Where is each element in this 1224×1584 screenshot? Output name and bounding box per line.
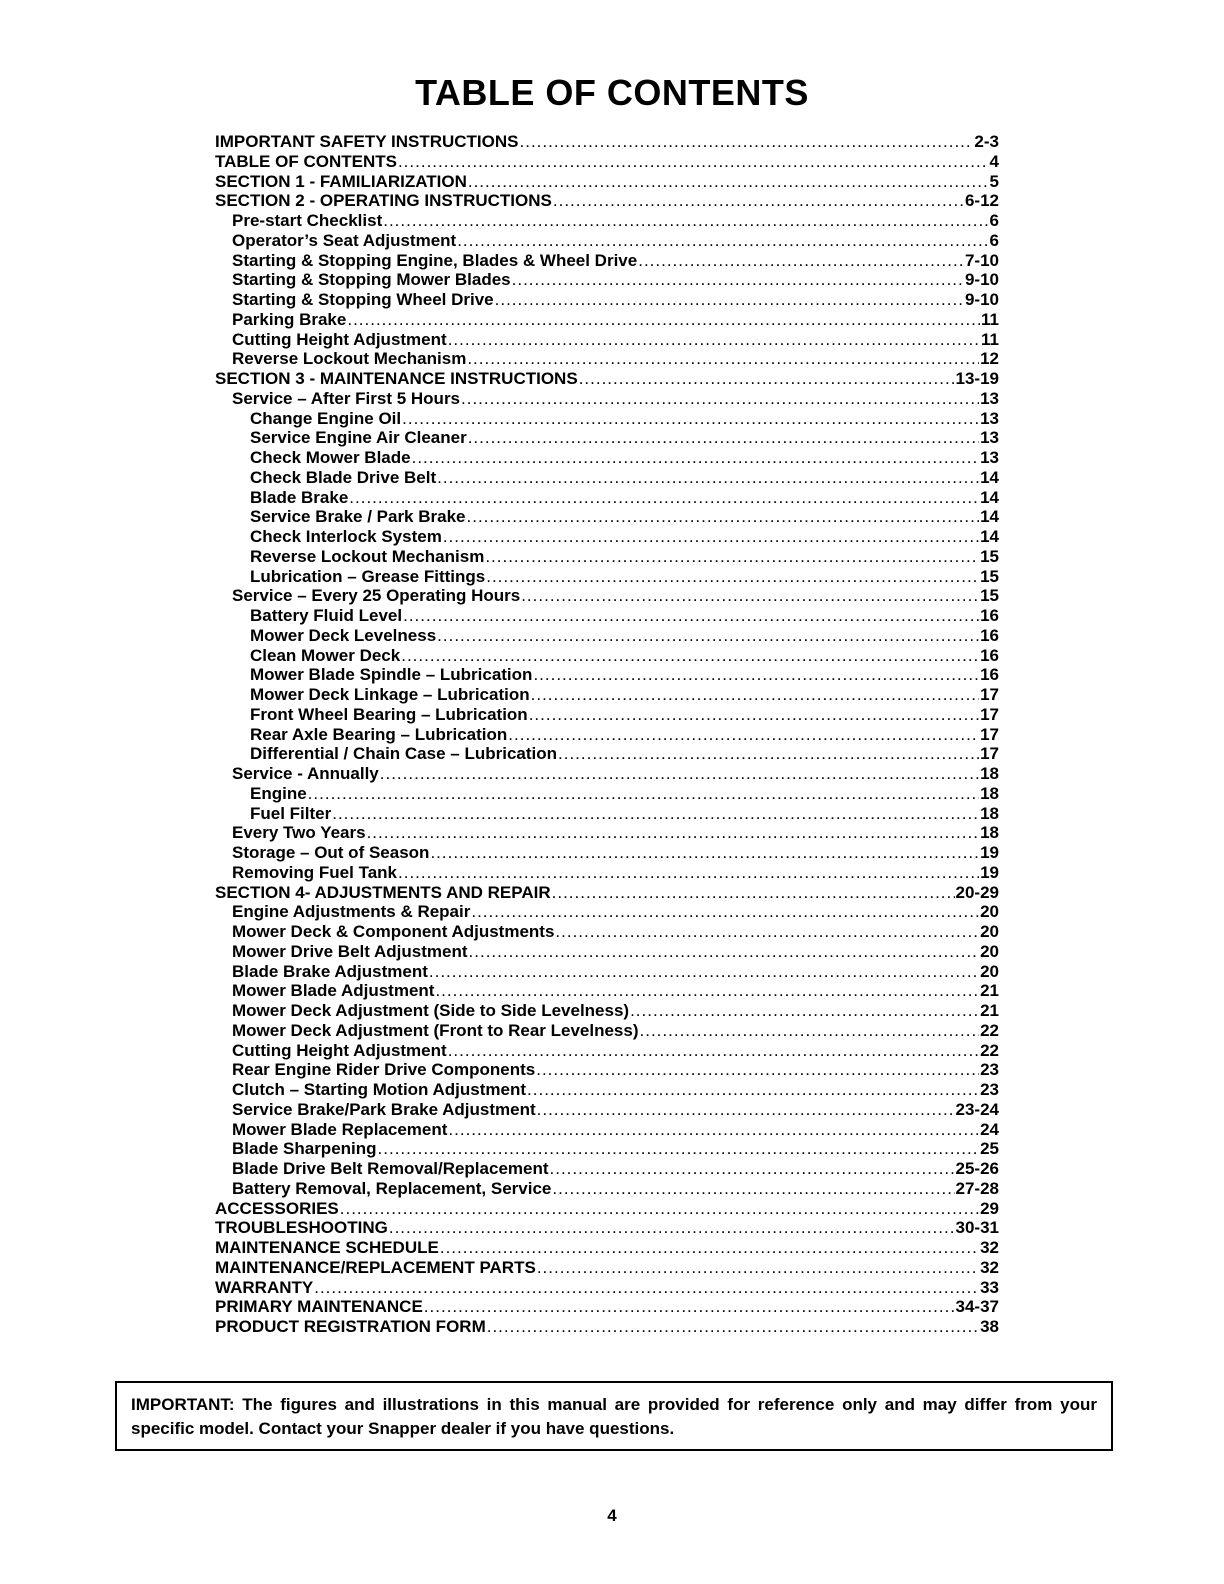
toc-entry [215, 922, 999, 942]
dot-leader [537, 1258, 979, 1278]
toc-entry [215, 567, 999, 587]
toc-entry-label: Storage – Out of Season [232, 843, 430, 862]
toc-entry-page: 32 [980, 1238, 999, 1257]
toc-entry-label: Mower Deck Linkage – Lubrication [250, 685, 530, 704]
dot-leader [521, 586, 979, 606]
toc-entry-page: 13 [980, 408, 999, 428]
toc-entry-label: Mower Deck Adjustment (Side to Side Levelness) [232, 1001, 630, 1020]
toc-entry-label: Mower Deck & Component Adjustments [232, 922, 555, 941]
toc-entry-page: 9-10 [964, 290, 999, 309]
dot-leader [558, 744, 979, 764]
toc-entry [215, 547, 999, 567]
toc-entry [215, 626, 999, 646]
toc-entry-label: Service Engine Air Cleaner [250, 428, 467, 448]
toc-entry-page: 22 [980, 1040, 999, 1060]
table-of-contents [215, 132, 999, 1337]
toc-entry-page: 38 [980, 1317, 999, 1336]
dot-leader [448, 1041, 979, 1061]
dot-leader [437, 468, 979, 488]
toc-entry-page: 21 [980, 1001, 999, 1020]
toc-entry [215, 1120, 999, 1140]
dot-leader [314, 1278, 979, 1298]
dot-leader [533, 665, 979, 685]
toc-entry-page: 27-28 [955, 1178, 999, 1198]
toc-entry [215, 1041, 999, 1061]
toc-entry-label: Change Engine Oil [250, 408, 402, 428]
toc-entry [215, 1179, 999, 1199]
toc-entry-page: 21 [980, 981, 999, 1001]
dot-leader [429, 962, 979, 982]
toc-entry [215, 962, 999, 982]
toc-entry-label: Check Mower Blade [250, 448, 411, 467]
dot-leader [552, 883, 955, 903]
toc-entry-page: 15 [980, 586, 999, 606]
toc-entry-label: Service Brake/Park Brake Adjustment [232, 1099, 536, 1119]
toc-entry-label: Blade Brake Adjustment [232, 961, 428, 981]
dot-leader [469, 942, 980, 962]
toc-entry-label: Rear Axle Bearing – Lubrication [250, 724, 508, 744]
dot-leader [430, 843, 979, 863]
toc-entry [215, 527, 999, 547]
toc-entry [215, 310, 999, 330]
toc-entry [215, 1199, 999, 1219]
dot-leader [461, 389, 979, 409]
toc-entry-page: 13 [980, 388, 999, 408]
dot-leader [467, 349, 979, 369]
toc-entry [215, 902, 999, 922]
dot-leader [555, 922, 979, 942]
toc-entry-label: MAINTENANCE/REPLACEMENT PARTS [215, 1257, 536, 1277]
toc-entry-page: 25 [980, 1139, 999, 1159]
toc-entry [215, 1100, 999, 1120]
toc-entry-page: 34-37 [955, 1297, 999, 1317]
toc-entry-label: Service – Every 25 Operating Hours [232, 586, 521, 606]
toc-entry-label: Mower Deck Levelness [250, 625, 437, 645]
toc-entry [215, 606, 999, 626]
toc-entry-label: Pre-start Checklist [232, 211, 383, 230]
toc-entry [215, 981, 999, 1001]
toc-entry-page: 22 [980, 1020, 999, 1040]
toc-entry [215, 764, 999, 784]
toc-entry [215, 784, 999, 804]
toc-entry-page: 20 [980, 961, 999, 981]
toc-entry-label: Service - Annually [232, 764, 379, 783]
toc-entry-page: 19 [980, 843, 999, 862]
toc-entry-page: 14 [980, 467, 999, 487]
toc-entry-label: Engine [250, 783, 307, 803]
toc-entry-page: 20 [980, 902, 999, 922]
toc-entry-page: 20 [980, 941, 999, 961]
toc-entry [215, 1278, 999, 1298]
toc-entry [215, 665, 999, 685]
toc-entry-label: Front Wheel Bearing – Lubrication [250, 704, 528, 724]
toc-entry [215, 586, 999, 606]
dot-leader [308, 784, 979, 804]
toc-entry-label: ACCESSORIES [215, 1198, 339, 1218]
toc-entry-page: 14 [980, 527, 999, 546]
toc-entry [215, 1060, 999, 1080]
dot-leader [389, 1218, 955, 1238]
toc-entry [215, 1297, 999, 1317]
toc-entry-label: Engine Adjustments & Repair [232, 902, 471, 922]
toc-entry-page: 2-3 [974, 132, 999, 151]
dot-leader [630, 1001, 979, 1021]
toc-entry-page: 16 [980, 625, 999, 645]
toc-entry [215, 507, 999, 527]
dot-leader [347, 310, 980, 330]
toc-entry [215, 389, 999, 409]
toc-entry-page: 13 [980, 448, 999, 467]
toc-entry [215, 409, 999, 429]
toc-entry-label: Removing Fuel Tank [232, 862, 397, 882]
dot-leader [471, 902, 979, 922]
toc-entry-page: 17 [980, 744, 999, 764]
dot-leader [468, 172, 989, 192]
toc-entry [215, 488, 999, 508]
toc-entry-label: TROUBLESHOOTING [215, 1218, 388, 1238]
toc-entry-label: SECTION 4- ADJUSTMENTS AND REPAIR [215, 882, 551, 902]
toc-entry [215, 448, 999, 468]
toc-entry [215, 823, 999, 843]
toc-entry [215, 1218, 999, 1238]
toc-entry-page: 18 [980, 803, 999, 823]
toc-entry-page: 20-29 [955, 882, 999, 902]
toc-entry-label: Lubrication – Grease Fittings [250, 566, 486, 586]
dot-leader [579, 369, 955, 389]
toc-entry-page: 23 [980, 1080, 999, 1099]
dot-leader [508, 725, 979, 745]
dot-leader [403, 606, 979, 626]
toc-entry-page: 11 [981, 309, 999, 329]
toc-entry-label: SECTION 1 - FAMILIARIZATION [215, 171, 467, 191]
dot-leader [332, 804, 979, 824]
dot-leader [531, 685, 979, 705]
toc-entry [215, 231, 999, 251]
toc-entry [215, 646, 999, 666]
toc-entry [215, 725, 999, 745]
toc-entry-page: 13-19 [955, 369, 999, 388]
toc-entry-label: Blade Drive Belt Removal/Replacement [232, 1159, 549, 1178]
toc-entry-label: Cutting Height Adjustment [232, 329, 447, 349]
toc-entry [215, 883, 999, 903]
toc-entry-page: 6-12 [964, 191, 999, 211]
toc-entry [215, 349, 999, 369]
dot-leader [412, 448, 979, 468]
toc-entry-page: 18 [980, 764, 999, 783]
toc-entry-label: Reverse Lockout Mechanism [232, 349, 467, 369]
toc-entry-page: 4 [989, 151, 999, 171]
toc-entry [215, 468, 999, 488]
toc-entry-label: Parking Brake [232, 309, 347, 329]
toc-entry-label: Mower Drive Belt Adjustment [232, 941, 468, 961]
toc-entry-label: Starting & Stopping Mower Blades [232, 270, 511, 290]
toc-entry-label: WARRANTY [215, 1277, 314, 1297]
dot-leader [401, 646, 979, 666]
toc-entry [215, 1159, 999, 1179]
toc-entry-page: 12 [980, 349, 999, 369]
dot-leader [448, 330, 980, 350]
dot-leader [640, 1021, 980, 1041]
dot-leader [467, 507, 980, 527]
toc-entry-label: Check Blade Drive Belt [250, 467, 437, 487]
dot-leader [437, 626, 979, 646]
dot-leader [457, 231, 988, 251]
toc-entry-page: 15 [980, 566, 999, 586]
toc-entry [215, 251, 999, 271]
toc-entry-label: Differential / Chain Case – Lubrication [250, 744, 558, 764]
toc-entry-label: PRODUCT REGISTRATION FORM [215, 1317, 486, 1336]
toc-entry-label: Battery Removal, Replacement, Service [232, 1178, 552, 1198]
toc-entry-page: 13 [980, 428, 999, 448]
toc-entry-page: 6 [989, 211, 999, 230]
dot-leader [550, 1159, 955, 1179]
toc-entry-label: Check Interlock System [250, 527, 442, 546]
toc-entry-label: Clean Mower Deck [250, 645, 401, 665]
toc-entry [215, 172, 999, 192]
dot-leader [448, 1120, 979, 1140]
dot-leader [536, 1060, 979, 1080]
dot-leader [378, 1139, 980, 1159]
toc-entry [215, 744, 999, 764]
toc-entry [215, 211, 999, 231]
toc-entry-label: Operator’s Seat Adjustment [232, 230, 457, 250]
toc-entry-page: 14 [980, 507, 999, 527]
dot-leader [367, 823, 980, 843]
toc-entry [215, 132, 999, 152]
toc-entry [215, 705, 999, 725]
toc-entry [215, 804, 999, 824]
toc-entry-page: 29 [980, 1198, 999, 1218]
toc-entry-label: Clutch – Starting Motion Adjustment [232, 1080, 527, 1099]
dot-leader [495, 290, 964, 310]
toc-entry-page: 23 [980, 1060, 999, 1080]
toc-entry-label: Service – After First 5 Hours [232, 388, 461, 408]
toc-entry-label: PRIMARY MAINTENANCE [215, 1297, 423, 1317]
toc-entry-label: Blade Brake [250, 487, 349, 507]
dot-leader [443, 527, 979, 547]
toc-entry [215, 152, 999, 172]
toc-entry-page: 19 [980, 862, 999, 882]
dot-leader [349, 488, 979, 508]
dot-leader [398, 152, 989, 172]
toc-entry-page: 14 [980, 487, 999, 507]
dot-leader [383, 211, 988, 231]
toc-entry-page: 25-26 [955, 1159, 999, 1178]
toc-entry [215, 1080, 999, 1100]
page-title: TABLE OF CONTENTS [415, 72, 809, 113]
toc-entry-page: 11 [981, 329, 999, 349]
toc-entry [215, 942, 999, 962]
toc-entry-label: IMPORTANT SAFETY INSTRUCTIONS [215, 132, 519, 151]
toc-entry-label: MAINTENANCE SCHEDULE [215, 1238, 439, 1257]
toc-entry-page: 15 [980, 546, 999, 566]
toc-entry-label: Starting & Stopping Engine, Blades & Wheel Drive [232, 250, 638, 270]
toc-entry [215, 290, 999, 310]
toc-entry-label: TABLE OF CONTENTS [215, 151, 397, 171]
toc-entry-page: 5 [989, 171, 999, 191]
toc-entry-label: Every Two Years [232, 823, 366, 843]
toc-entry-page: 17 [980, 704, 999, 724]
dot-leader [468, 428, 979, 448]
dot-leader [424, 1297, 955, 1317]
toc-entry [215, 369, 999, 389]
dot-leader [485, 547, 979, 567]
dot-leader [553, 191, 964, 211]
dot-leader [402, 409, 979, 429]
toc-entry-label: Mower Blade Replacement [232, 1119, 448, 1139]
toc-entry-page: 18 [980, 823, 999, 843]
toc-entry [215, 428, 999, 448]
toc-entry-label: Mower Blade Spindle – Lubrication [250, 665, 533, 685]
dot-leader [520, 132, 974, 152]
toc-entry-page: 16 [980, 665, 999, 685]
toc-entry [215, 863, 999, 883]
toc-entry-label: Fuel Filter [250, 803, 332, 823]
toc-entry-label: Cutting Height Adjustment [232, 1040, 447, 1060]
toc-entry [215, 1238, 999, 1258]
toc-entry-label: SECTION 3 - MAINTENANCE INSTRUCTIONS [215, 369, 578, 388]
dot-leader [380, 764, 979, 784]
toc-entry-page: 9-10 [964, 270, 999, 290]
toc-entry [215, 1021, 999, 1041]
toc-entry-page: 18 [980, 783, 999, 803]
toc-entry [215, 1258, 999, 1278]
toc-entry-label: Mower Blade Adjustment [232, 981, 435, 1001]
toc-entry [215, 330, 999, 350]
toc-entry-page: 17 [980, 724, 999, 744]
dot-leader [552, 1179, 954, 1199]
dot-leader [435, 981, 979, 1001]
dot-leader [512, 270, 964, 290]
dot-leader [486, 567, 979, 587]
toc-entry-page: 17 [980, 685, 999, 704]
dot-leader [638, 251, 964, 271]
toc-entry-page: 30-31 [955, 1218, 999, 1238]
toc-entry-label: Mower Deck Adjustment (Front to Rear Levelness) [232, 1020, 639, 1040]
dot-leader [527, 1080, 979, 1100]
toc-entry-label: Battery Fluid Level [250, 606, 403, 625]
toc-entry-label: Reverse Lockout Mechanism [250, 546, 485, 566]
toc-entry [215, 843, 999, 863]
dot-leader [487, 1317, 979, 1337]
toc-entry-page: 33 [980, 1277, 999, 1297]
dot-leader [440, 1238, 979, 1258]
toc-entry-page: 24 [980, 1119, 999, 1139]
toc-entry [215, 270, 999, 290]
toc-entry [215, 685, 999, 705]
toc-entry-page: 23-24 [955, 1099, 999, 1119]
page-number: 4 [607, 1506, 617, 1525]
toc-entry-page: 20 [980, 922, 999, 941]
toc-entry [215, 1317, 999, 1337]
toc-entry-label: SECTION 2 - OPERATING INSTRUCTIONS [215, 191, 552, 211]
toc-entry-page: 16 [980, 645, 999, 665]
dot-leader [398, 863, 979, 883]
toc-entry [215, 191, 999, 211]
dot-leader [529, 705, 979, 725]
dot-leader [340, 1199, 979, 1219]
toc-entry-label: Service Brake / Park Brake [250, 507, 466, 527]
toc-entry-label: Blade Sharpening [232, 1139, 377, 1159]
toc-entry-page: 7-10 [964, 250, 999, 270]
toc-entry [215, 1139, 999, 1159]
toc-entry-label: Starting & Stopping Wheel Drive [232, 290, 494, 309]
important-notice: IMPORTANT: The figures and illustrations in this manual are provided for reference only and may differ from your specific model. Contact your Snapper dealer if you have questions. [115, 1381, 1113, 1451]
toc-entry-page: 16 [980, 606, 999, 625]
toc-entry-page: 32 [980, 1257, 999, 1277]
dot-leader [537, 1100, 955, 1120]
toc-entry-label: Rear Engine Rider Drive Components [232, 1060, 536, 1080]
toc-entry [215, 1001, 999, 1021]
toc-entry-page: 6 [989, 230, 999, 250]
